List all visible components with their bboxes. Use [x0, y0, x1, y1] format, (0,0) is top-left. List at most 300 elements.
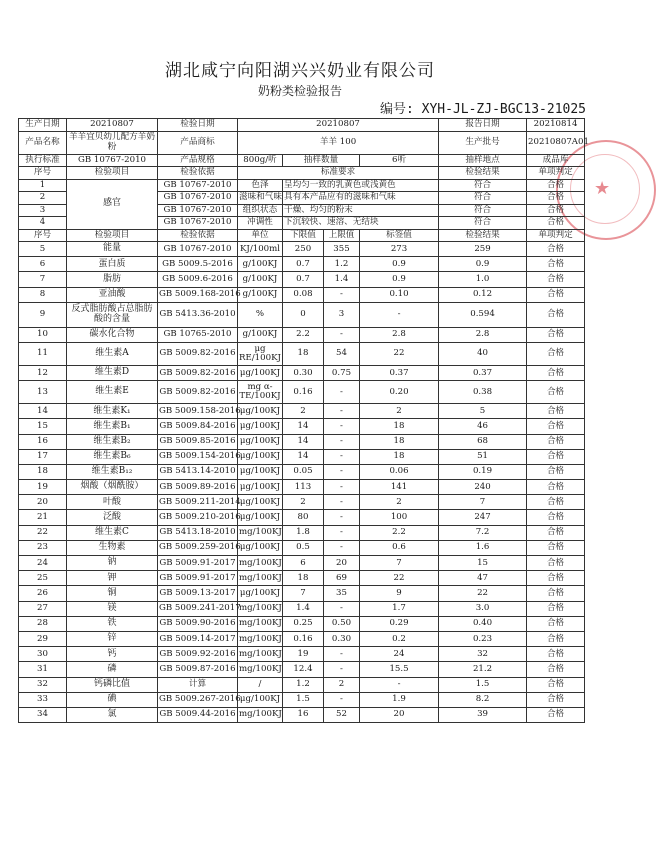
row-judgement: 合格	[527, 510, 585, 525]
sensory-section	[19, 179, 585, 229]
company-name: 湖北咸宁向阳湖兴兴奶业有限公司	[165, 61, 435, 81]
label-standard: 执行标准	[19, 154, 67, 167]
row-seq: 8	[19, 287, 67, 302]
row-unit: mg/100KJ	[238, 616, 283, 631]
row-label-value: 24	[360, 647, 439, 662]
nutrient-row	[19, 525, 585, 540]
row-item: 磷	[67, 662, 158, 677]
row-requirement: 具有本产品应有的滋味和气味	[283, 192, 439, 205]
row-item: 能量	[67, 242, 158, 257]
row-upper: -	[324, 449, 360, 464]
value-product-name: 羊羊宜贝幼儿配方羊奶粉	[67, 131, 158, 154]
row-unit: mg/100KJ	[238, 556, 283, 571]
label-inspection-date: 检验日期	[158, 119, 238, 132]
row-result: 1.0	[439, 272, 527, 287]
row-seq: 5	[19, 242, 67, 257]
label-sample-location: 抽样地点	[439, 154, 527, 167]
row-label-value: 22	[360, 571, 439, 586]
row-result: 0.9	[439, 257, 527, 272]
row-label-value: 100	[360, 510, 439, 525]
row-basis: GB 5009.87-2016	[158, 662, 238, 677]
row-result: 32	[439, 647, 527, 662]
row-result: 68	[439, 434, 527, 449]
row-judgement: 合格	[527, 242, 585, 257]
row-result: 39	[439, 707, 527, 722]
row-label-value: 0.6	[360, 540, 439, 555]
nutrient-row	[19, 272, 585, 287]
row-basis: GB 5009.6-2016	[158, 272, 238, 287]
row-unit: μg/100KJ	[238, 510, 283, 525]
label-spec: 产品规格	[158, 154, 238, 167]
row-basis: GB 5413.14-2010	[158, 464, 238, 479]
row-basis: GB 5009.13-2017	[158, 586, 238, 601]
row-item: 碳水化合物	[67, 327, 158, 342]
row-lower: 14	[283, 449, 324, 464]
row-unit: μg/100KJ	[238, 540, 283, 555]
row-lower: 1.5	[283, 692, 324, 707]
row-label-value: 0.10	[360, 287, 439, 302]
report-title: 奶粉类检验报告	[257, 84, 342, 98]
row-lower: 250	[283, 242, 324, 257]
row-judgement: 合格	[527, 556, 585, 571]
row-result: 51	[439, 449, 527, 464]
row-item: 维生素B₁	[67, 419, 158, 434]
row-lower: 0.05	[283, 464, 324, 479]
row-item: 烟酸（烟酰胺）	[67, 480, 158, 495]
row-unit: mg/100KJ	[238, 525, 283, 540]
row-basis: GB 5009.82-2016	[158, 342, 238, 365]
row-basis: GB 5009.44-2016	[158, 707, 238, 722]
row-judgement: 合格	[527, 404, 585, 419]
row-basis: GB 10765-2010	[158, 327, 238, 342]
row-label-value: 0.2	[360, 631, 439, 646]
nutrient-row	[19, 419, 585, 434]
row-judgement: 合格	[527, 192, 585, 205]
row-basis: GB 5009.267-2016	[158, 692, 238, 707]
row-upper: 3	[324, 302, 360, 327]
row-label-value: 141	[360, 480, 439, 495]
col-header-lower: 下限值	[283, 229, 324, 242]
row-unit: μg/100KJ	[238, 692, 283, 707]
row-result: 15	[439, 556, 527, 571]
col-header-seq: 序号	[19, 167, 67, 180]
value-trademark: 羊羊 100	[238, 131, 439, 154]
nutrient-row	[19, 647, 585, 662]
row-judgement: 合格	[527, 662, 585, 677]
row-upper: 1.2	[324, 257, 360, 272]
row-judgement: 合格	[527, 449, 585, 464]
row-upper: 52	[324, 707, 360, 722]
row-seq: 33	[19, 692, 67, 707]
row-result: 符合	[439, 192, 527, 205]
row-result: 0.594	[439, 302, 527, 327]
col-header-basis: 检验依据	[158, 229, 238, 242]
row-seq: 27	[19, 601, 67, 616]
row-unit: μg/100KJ	[238, 434, 283, 449]
sensory-item-label: 感官	[67, 179, 158, 229]
row-seq: 14	[19, 404, 67, 419]
row-judgement: 合格	[527, 434, 585, 449]
row-seq: 26	[19, 586, 67, 601]
value-inspection-date: 20210807	[238, 119, 439, 132]
row-upper: -	[324, 287, 360, 302]
row-judgement: 合格	[527, 342, 585, 365]
row-basis: GB 5009.259-2016	[158, 540, 238, 555]
nutrient-row	[19, 707, 585, 722]
row-unit: g/100KJ	[238, 327, 283, 342]
row-seq: 20	[19, 495, 67, 510]
row-item: 维生素B₆	[67, 449, 158, 464]
row-result: 1.5	[439, 677, 527, 692]
row-upper: 20	[324, 556, 360, 571]
row-item: 维生素B₁₂	[67, 464, 158, 479]
value-sample-location: 成品库	[527, 154, 585, 167]
row-upper: -	[324, 404, 360, 419]
row-upper: 0.30	[324, 631, 360, 646]
row-upper: -	[324, 662, 360, 677]
row-upper: 355	[324, 242, 360, 257]
row-item: 亚油酸	[67, 287, 158, 302]
row-judgement: 合格	[527, 204, 585, 217]
row-label-value: 0.06	[360, 464, 439, 479]
nutrient-row	[19, 342, 585, 365]
nutrient-row	[19, 510, 585, 525]
row-item: 泛酸	[67, 510, 158, 525]
row-unit: μg/100KJ	[238, 365, 283, 380]
row-label-value: -	[360, 302, 439, 327]
header-section	[19, 119, 589, 180]
row-lower: 1.2	[283, 677, 324, 692]
row-lower: 6	[283, 556, 324, 571]
row-lower: 113	[283, 480, 324, 495]
row-unit: %	[238, 302, 283, 327]
row-basis: GB 5009.84-2016	[158, 419, 238, 434]
row-basis: GB 5413.18-2010	[158, 525, 238, 540]
row-label-value: 2.8	[360, 327, 439, 342]
header-row-dates	[19, 119, 585, 132]
row-judgement: 合格	[527, 692, 585, 707]
row-label-value: 22	[360, 342, 439, 365]
row-unit: mg/100KJ	[238, 601, 283, 616]
inspection-table	[18, 118, 589, 723]
row-unit: μg/100KJ	[238, 495, 283, 510]
nutrient-row	[19, 692, 585, 707]
row-judgement: 合格	[527, 525, 585, 540]
row-seq: 34	[19, 707, 67, 722]
row-item: 维生素E	[67, 381, 158, 404]
row-basis: GB 5009.210-2016	[158, 510, 238, 525]
row-judgement: 合格	[527, 707, 585, 722]
nutrient-row	[19, 662, 585, 677]
nutrient-row	[19, 601, 585, 616]
row-judgement: 合格	[527, 631, 585, 646]
nutrient-row	[19, 302, 585, 327]
row-seq: 21	[19, 510, 67, 525]
row-seq: 13	[19, 381, 67, 404]
nutrient-section	[19, 242, 585, 723]
row-seq: 25	[19, 571, 67, 586]
row-seq: 23	[19, 540, 67, 555]
row-item: 镁	[67, 601, 158, 616]
row-item: 铁	[67, 616, 158, 631]
row-requirement: 呈均匀一致的乳黄色或浅黄色	[283, 179, 439, 192]
row-lower: 12.4	[283, 662, 324, 677]
row-basis: GB 10767-2010	[158, 192, 238, 205]
label-production-date: 生产日期	[19, 119, 67, 132]
col-header-seq: 序号	[19, 229, 67, 242]
col-header-item: 检验项目	[67, 167, 158, 180]
row-result: 符合	[439, 204, 527, 217]
row-item: 叶酸	[67, 495, 158, 510]
row-unit: g/100KJ	[238, 287, 283, 302]
row-unit: μg/100KJ	[238, 449, 283, 464]
row-item: 铜	[67, 586, 158, 601]
row-seq: 6	[19, 257, 67, 272]
row-label-value: 1.9	[360, 692, 439, 707]
row-seq: 7	[19, 272, 67, 287]
row-seq: 28	[19, 616, 67, 631]
row-basis: GB 5009.82-2016	[158, 365, 238, 380]
row-unit: g/100KJ	[238, 272, 283, 287]
row-judgement: 合格	[527, 381, 585, 404]
row-judgement: 合格	[527, 365, 585, 380]
row-label-value: 0.9	[360, 272, 439, 287]
row-seq: 4	[19, 217, 67, 230]
nutrient-row	[19, 449, 585, 464]
row-basis: GB 5009.168-2016	[158, 287, 238, 302]
row-upper: -	[324, 525, 360, 540]
row-upper: 69	[324, 571, 360, 586]
row-judgement: 合格	[527, 601, 585, 616]
row-basis: GB 10767-2010	[158, 217, 238, 230]
label-sample-qty: 抽样数量	[283, 154, 360, 167]
row-result: 1.6	[439, 540, 527, 555]
row-lower: 2	[283, 404, 324, 419]
row-upper: 54	[324, 342, 360, 365]
row-attribute: 组织状态	[238, 204, 283, 217]
row-judgement: 合格	[527, 647, 585, 662]
sensory-row	[19, 179, 585, 192]
row-result: 符合	[439, 179, 527, 192]
row-judgement: 合格	[527, 419, 585, 434]
row-judgement: 合格	[527, 257, 585, 272]
row-basis: 计算	[158, 677, 238, 692]
col-header-judgement: 单项判定	[527, 229, 585, 242]
row-result: 0.38	[439, 381, 527, 404]
label-trademark: 产品商标	[158, 131, 238, 154]
row-unit: μg/100KJ	[238, 480, 283, 495]
row-seq: 29	[19, 631, 67, 646]
sensory-column-headers	[19, 167, 585, 180]
row-unit: μg/100KJ	[238, 586, 283, 601]
nutrient-row	[19, 540, 585, 555]
col-header-judgement: 单项判定	[527, 167, 585, 180]
col-header-unit: 单位	[238, 229, 283, 242]
row-result: 7.2	[439, 525, 527, 540]
row-attribute: 色泽	[238, 179, 283, 192]
row-basis: GB 5009.91-2017	[158, 571, 238, 586]
row-lower: 19	[283, 647, 324, 662]
row-upper: 1.4	[324, 272, 360, 287]
row-upper: -	[324, 601, 360, 616]
nutrient-column-headers	[19, 229, 585, 242]
row-judgement: 合格	[527, 540, 585, 555]
row-result: 符合	[439, 217, 527, 230]
col-header-result: 检验结果	[439, 167, 527, 180]
row-result: 240	[439, 480, 527, 495]
row-lower: 2	[283, 495, 324, 510]
row-basis: GB 5009.5-2016	[158, 257, 238, 272]
row-requirement: 下沉较快、速溶、无结块	[283, 217, 439, 230]
row-seq: 19	[19, 480, 67, 495]
row-basis: GB 5009.85-2016	[158, 434, 238, 449]
nutrient-row	[19, 571, 585, 586]
row-unit: mg/100KJ	[238, 631, 283, 646]
row-label-value: 2	[360, 495, 439, 510]
row-seq: 30	[19, 647, 67, 662]
row-item: 反式脂肪酸占总脂肪酸的含量	[67, 302, 158, 327]
row-upper: 0.50	[324, 616, 360, 631]
row-judgement: 合格	[527, 571, 585, 586]
row-judgement: 合格	[527, 287, 585, 302]
nutrient-header-section	[19, 229, 585, 242]
row-lower: 0.30	[283, 365, 324, 380]
row-judgement: 合格	[527, 179, 585, 192]
nutrient-row	[19, 287, 585, 302]
row-unit: /	[238, 677, 283, 692]
row-seq: 2	[19, 192, 67, 205]
row-item: 钙磷比值	[67, 677, 158, 692]
row-result: 259	[439, 242, 527, 257]
row-judgement: 合格	[527, 480, 585, 495]
row-upper: -	[324, 495, 360, 510]
row-seq: 9	[19, 302, 67, 327]
row-result: 47	[439, 571, 527, 586]
col-header-label-value: 标签值	[360, 229, 439, 242]
row-unit: mg/100KJ	[238, 707, 283, 722]
row-basis: GB 10767-2010	[158, 242, 238, 257]
row-result: 0.37	[439, 365, 527, 380]
nutrient-row	[19, 495, 585, 510]
row-basis: GB 5009.241-2017	[158, 601, 238, 616]
value-sample-qty: 6听	[360, 154, 439, 167]
row-upper: -	[324, 692, 360, 707]
row-label-value: 0.9	[360, 257, 439, 272]
row-result: 40	[439, 342, 527, 365]
col-header-result: 检验结果	[439, 229, 527, 242]
row-lower: 0	[283, 302, 324, 327]
row-basis: GB 5009.90-2016	[158, 616, 238, 631]
row-seq: 16	[19, 434, 67, 449]
row-unit: mg/100KJ	[238, 571, 283, 586]
nutrient-row	[19, 677, 585, 692]
row-basis: GB 5009.211-2014	[158, 495, 238, 510]
row-result: 0.40	[439, 616, 527, 631]
row-result: 46	[439, 419, 527, 434]
row-label-value: 15.5	[360, 662, 439, 677]
row-seq: 17	[19, 449, 67, 464]
nutrient-row	[19, 556, 585, 571]
row-result: 5	[439, 404, 527, 419]
row-label-value: 18	[360, 449, 439, 464]
row-upper: 0.75	[324, 365, 360, 380]
row-upper: -	[324, 480, 360, 495]
row-item: 锌	[67, 631, 158, 646]
row-judgement: 合格	[527, 327, 585, 342]
row-label-value: 0.29	[360, 616, 439, 631]
row-unit: μg/100KJ	[238, 404, 283, 419]
row-judgement: 合格	[527, 272, 585, 287]
row-basis: GB 5413.36-2010	[158, 302, 238, 327]
row-seq: 31	[19, 662, 67, 677]
row-seq: 10	[19, 327, 67, 342]
row-lower: 14	[283, 434, 324, 449]
row-lower: 7	[283, 586, 324, 601]
row-basis: GB 5009.158-2016	[158, 404, 238, 419]
row-lower: 16	[283, 707, 324, 722]
row-unit: μg/100KJ	[238, 464, 283, 479]
row-label-value: 273	[360, 242, 439, 257]
value-standard: GB 10767-2010	[67, 154, 158, 167]
row-upper: -	[324, 381, 360, 404]
nutrient-row	[19, 404, 585, 419]
row-seq: 3	[19, 204, 67, 217]
row-judgement: 合格	[527, 586, 585, 601]
row-lower: 14	[283, 419, 324, 434]
row-seq: 24	[19, 556, 67, 571]
row-basis: GB 10767-2010	[158, 204, 238, 217]
row-judgement: 合格	[527, 677, 585, 692]
row-lower: 0.7	[283, 272, 324, 287]
row-judgement: 合格	[527, 217, 585, 230]
row-lower: 0.16	[283, 631, 324, 646]
row-label-value: 2	[360, 404, 439, 419]
row-unit: mg α-TE/100KJ	[238, 381, 283, 404]
row-lower: 0.7	[283, 257, 324, 272]
row-upper: -	[324, 419, 360, 434]
nutrient-row	[19, 242, 585, 257]
row-lower: 0.5	[283, 540, 324, 555]
value-spec: 800g/听	[238, 154, 283, 167]
row-upper: -	[324, 464, 360, 479]
row-basis: GB 5009.154-2016	[158, 449, 238, 464]
row-label-value: -	[360, 677, 439, 692]
row-lower: 18	[283, 571, 324, 586]
row-seq: 15	[19, 419, 67, 434]
row-result: 21.2	[439, 662, 527, 677]
nutrient-row	[19, 616, 585, 631]
row-lower: 80	[283, 510, 324, 525]
row-item: 维生素D	[67, 365, 158, 380]
nutrient-row	[19, 257, 585, 272]
nutrient-row	[19, 365, 585, 380]
row-seq: 12	[19, 365, 67, 380]
seal-star-icon: ★	[594, 178, 611, 199]
row-item: 钠	[67, 556, 158, 571]
row-label-value: 1.7	[360, 601, 439, 616]
row-upper: -	[324, 540, 360, 555]
label-batch-no: 生产批号	[439, 131, 527, 154]
value-batch-no: 20210807A01	[527, 131, 585, 154]
row-lower: 18	[283, 342, 324, 365]
nutrient-row	[19, 464, 585, 479]
header-row-product	[19, 131, 585, 154]
row-basis: GB 5009.89-2016	[158, 480, 238, 495]
row-basis: GB 5009.91-2017	[158, 556, 238, 571]
row-basis: GB 10767-2010	[158, 179, 238, 192]
row-item: 维生素K₁	[67, 404, 158, 419]
row-label-value: 20	[360, 707, 439, 722]
